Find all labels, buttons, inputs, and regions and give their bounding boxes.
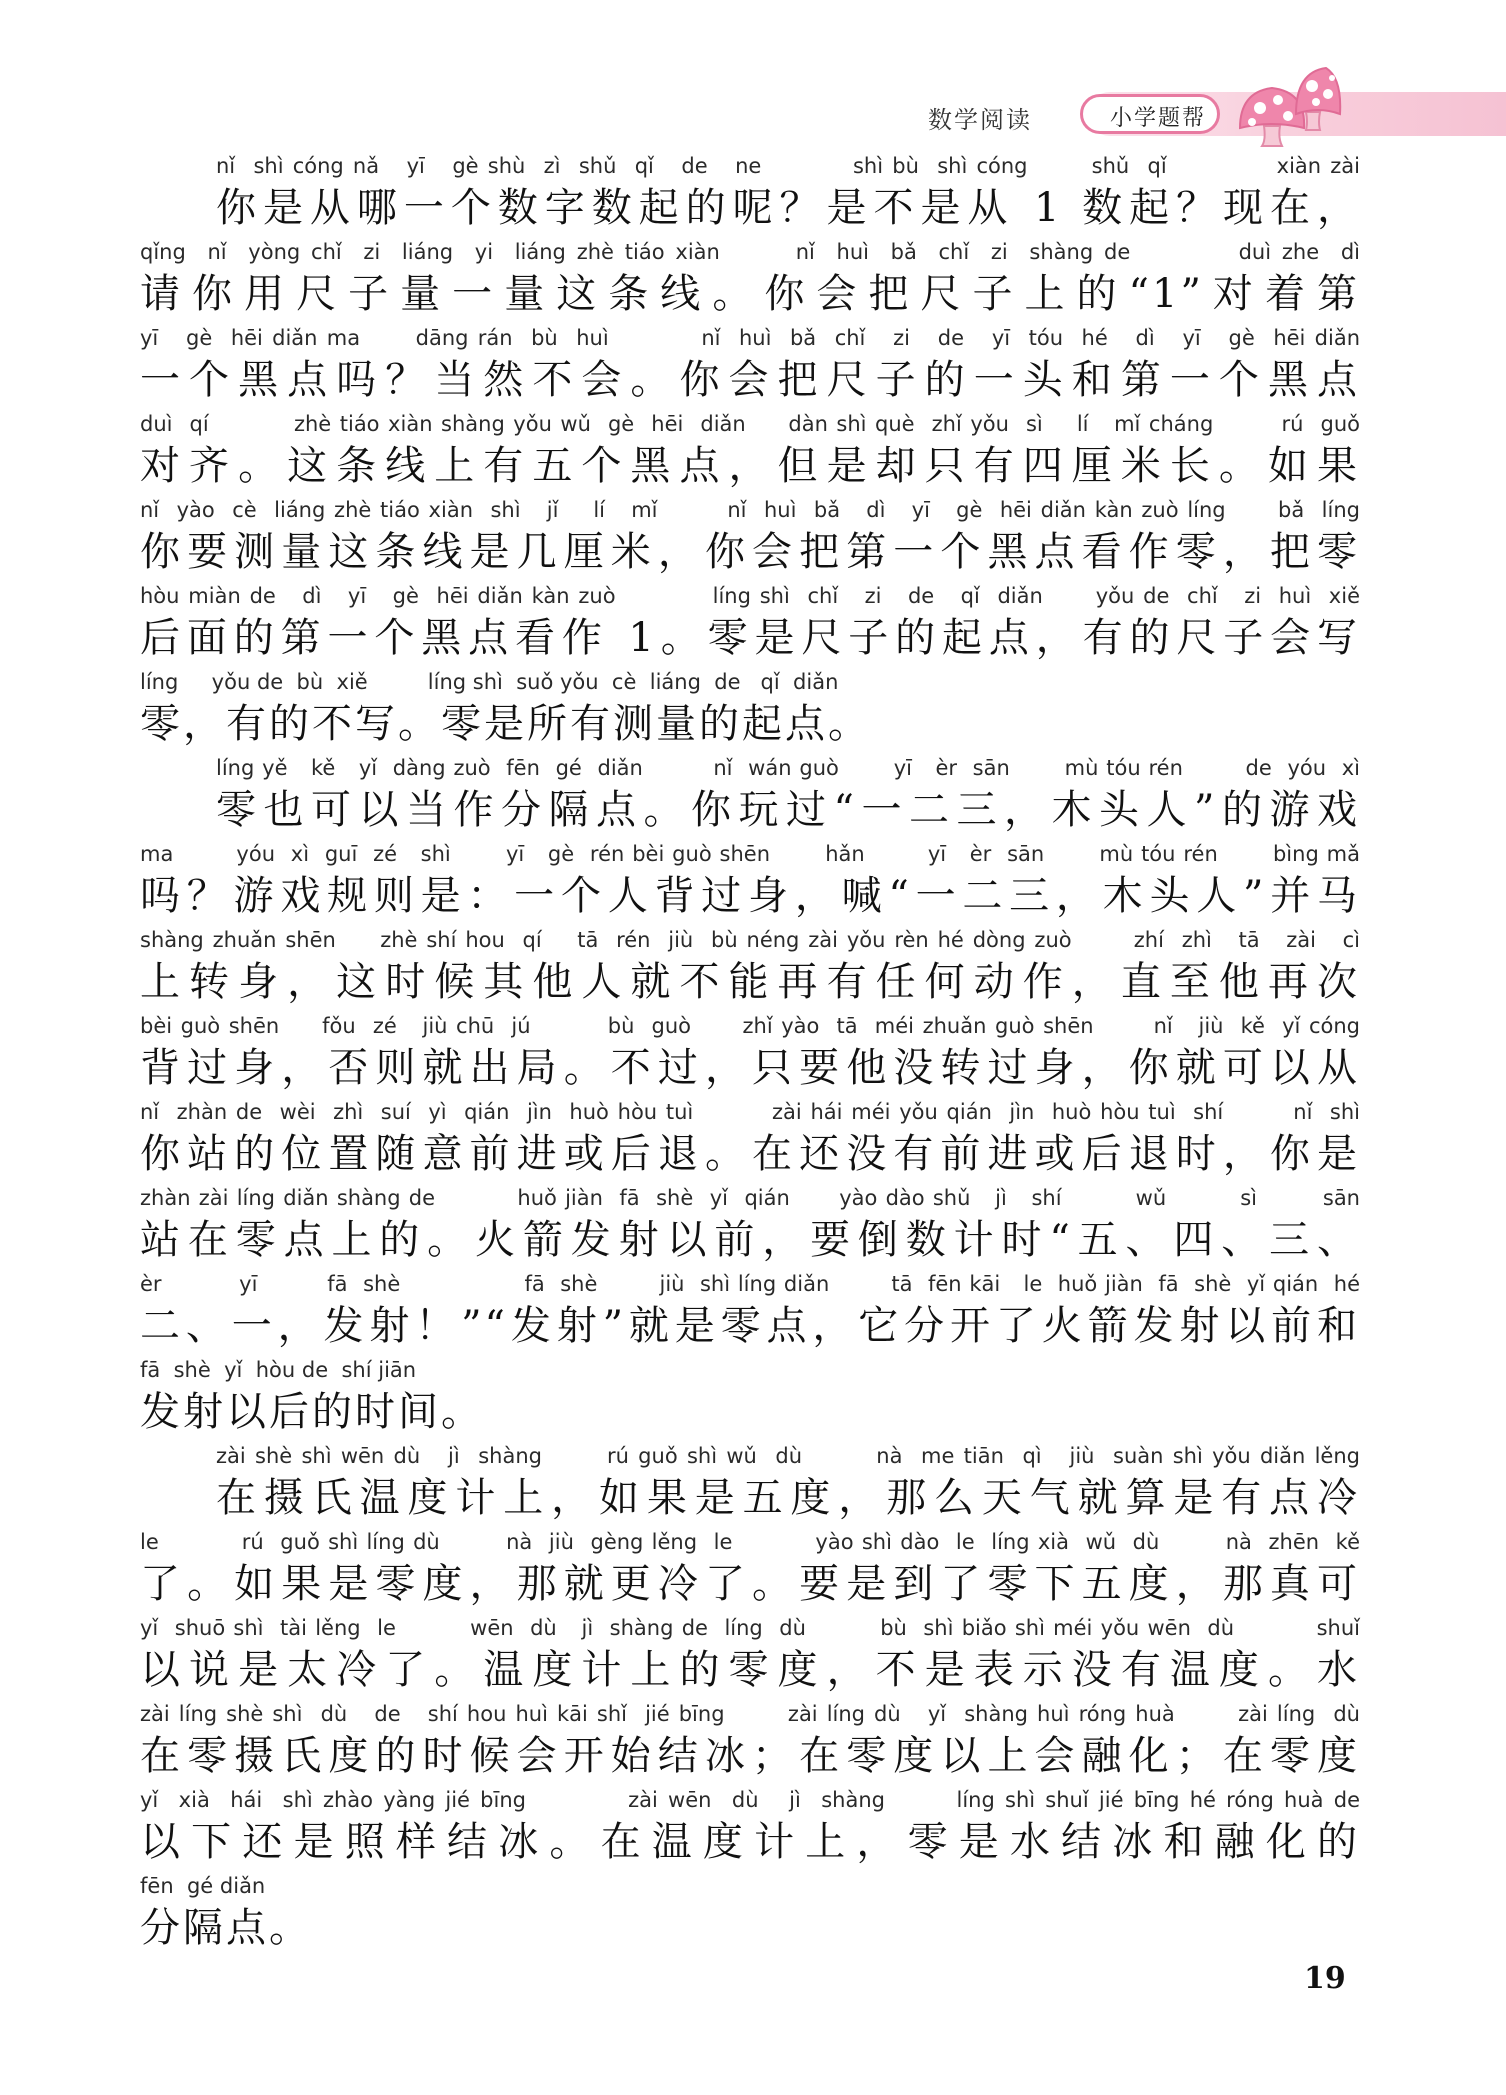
chinese-text: 你是从哪一个数字数起的呢？是不是从 1 数起？现在， <box>216 185 1360 231</box>
chinese-text: 二、一，发射！”“发射”就是零点，它分开了火箭发射以前和 <box>140 1303 1360 1349</box>
series-title: 小学题帮 <box>1110 106 1207 131</box>
pinyin-annotation: nǐ yào cè liáng zhè tiáo xiàn shì jǐ lí mǐ nǐ huì bǎ dì yī gè hēi diǎn kàn zuò líng bǎ líng <box>140 498 1360 522</box>
article-body <box>140 150 1360 1956</box>
chinese-text: 以说是太冷了。温度计上的零度，不是表示没有温度。水 <box>140 1647 1360 1693</box>
text-line <box>140 580 1360 666</box>
text-line <box>140 1784 1360 1870</box>
pinyin-annotation: èr yī fā shè fā shè jiù shì líng diǎn tā fēn kāi le huǒ jiàn fā shè yǐ qián hé <box>140 1272 1360 1296</box>
pinyin-annotation: le rú guǒ shì líng dù nà jiù gèng lěng le yào shì dào le líng xià wǔ dù nà zhēn kě <box>140 1530 1360 1554</box>
pinyin-annotation: nǐ zhàn de wèi zhì suí yì qián jìn huò hòu tuì zài hái méi yǒu qián jìn huò hòu tuì shí nǐ shì <box>140 1100 1360 1124</box>
section-title: 数学阅读 <box>928 106 1032 134</box>
pinyin-annotation: zài líng shè shì dù de shí hou huì kāi shǐ jié bīng zài líng dù yǐ shàng huì róng huà zài líng dù <box>140 1702 1360 1726</box>
chinese-text: 吗？游戏规则是：一个人背过身，喊“一二三，木头人”并马 <box>140 873 1360 919</box>
pinyin-annotation: fēn gé diǎn <box>140 1874 266 1898</box>
pinyin-annotation: nǐ shì cóng nǎ yī gè shù zì shǔ qǐ de ne shì bù shì cóng shǔ qǐ xiàn zài <box>216 154 1360 178</box>
pinyin-annotation: fā shè yǐ hòu de shí jiān <box>140 1358 417 1382</box>
chinese-text: 对齐。这条线上有五个黑点，但是却只有四厘米长。如果 <box>140 443 1360 489</box>
chinese-text: 了。如果是零度，那就更冷了。要是到了零下五度，那真可 <box>140 1561 1360 1607</box>
chinese-text: 零，有的不写。零是所有测量的起点。 <box>140 701 871 747</box>
page-number: 19 <box>1304 1961 1346 1996</box>
text-line <box>140 1440 1360 1526</box>
text-line <box>140 1182 1360 1268</box>
pinyin-annotation: ma yóu xì guī zé shì yī gè rén bèi guò shēn hǎn yī èr sān mù tóu rén bìng mǎ <box>140 842 1360 866</box>
text-line <box>140 1612 1360 1698</box>
text-line <box>140 924 1360 1010</box>
pinyin-annotation: líng yě kě yǐ dàng zuò fēn gé diǎn nǐ wán guò yī èr sān mù tóu rén de yóu xì <box>216 756 1360 780</box>
chinese-text: 请你用尺子量一量这条线。你会把尺子上的“1”对着第 <box>140 271 1360 317</box>
chinese-text: 上转身，这时候其他人就不能再有任何动作，直至他再次 <box>140 959 1360 1005</box>
chinese-text: 站在零点上的。火箭发射以前，要倒数计时“五、四、三、 <box>140 1217 1360 1263</box>
chinese-text: 零也可以当作分隔点。你玩过“一二三，木头人”的游戏 <box>216 787 1360 833</box>
mushroom-icon <box>1226 56 1342 148</box>
pinyin-annotation: yǐ xià hái shì zhào yàng jié bīng zài wēn dù jì shàng líng shì shuǐ jié bīng hé róng huà de <box>140 1788 1360 1812</box>
text-line <box>140 322 1360 408</box>
pinyin-annotation: shàng zhuǎn shēn zhè shí hou qí tā rén jiù bù néng zài yǒu rèn hé dòng zuò zhí zhì tā zài cì <box>140 928 1360 952</box>
text-line <box>140 666 1360 752</box>
pinyin-annotation: bèi guò shēn fǒu zé jiù chū jú bù guò zhǐ yào tā méi zhuǎn guò shēn nǐ jiù kě yǐ cóng <box>140 1014 1360 1038</box>
text-line <box>140 752 1360 838</box>
text-line <box>140 1096 1360 1182</box>
text-line <box>140 236 1360 322</box>
text-line <box>140 408 1360 494</box>
pinyin-annotation: zài shè shì wēn dù jì shàng rú guǒ shì wǔ dù nà me tiān qì jiù suàn shì yǒu diǎn lěng <box>216 1444 1360 1468</box>
pinyin-annotation: líng yǒu de bù xiě líng shì suǒ yǒu cè liáng de qǐ diǎn <box>140 670 839 694</box>
text-line <box>140 494 1360 580</box>
chinese-text: 发射以后的时间。 <box>140 1389 484 1435</box>
pinyin-annotation: duì qí zhè tiáo xiàn shàng yǒu wǔ gè hēi diǎn dàn shì què zhǐ yǒu sì lí mǐ cháng rú guǒ <box>140 412 1360 436</box>
text-line <box>140 1526 1360 1612</box>
chinese-text: 背过身，否则就出局。不过，只要他没转过身，你就可以从 <box>140 1045 1360 1091</box>
text-line <box>140 1354 1360 1440</box>
text-line <box>140 838 1360 924</box>
pinyin-annotation: qǐng nǐ yòng chǐ zi liáng yi liáng zhè tiáo xiàn nǐ huì bǎ chǐ zi shàng de duì zhe dì <box>140 240 1360 264</box>
text-line <box>140 1698 1360 1784</box>
chinese-text: 后面的第一个黑点看作 1。零是尺子的起点，有的尺子会写 <box>140 615 1360 661</box>
chinese-text: 分隔点。 <box>140 1905 312 1951</box>
text-line <box>140 1870 1360 1956</box>
chinese-text: 在摄氏温度计上，如果是五度，那么天气就算是有点冷 <box>216 1475 1360 1521</box>
text-line <box>140 1268 1360 1354</box>
pinyin-annotation: hòu miàn de dì yī gè hēi diǎn kàn zuò líng shì chǐ zi de qǐ diǎn yǒu de chǐ zi huì xiě <box>140 584 1360 608</box>
pinyin-annotation: yǐ shuō shì tài lěng le wēn dù jì shàng de líng dù bù shì biǎo shì méi yǒu wēn dù shuǐ <box>140 1616 1360 1640</box>
chinese-text: 一个黑点吗？当然不会。你会把尺子的一头和第一个黑点 <box>140 357 1360 403</box>
chinese-text: 以下还是照样结冰。在温度计上，零是水结冰和融化的 <box>140 1819 1360 1865</box>
chinese-text: 你要测量这条线是几厘米，你会把第一个黑点看作零，把零 <box>140 529 1360 575</box>
chinese-text: 在零摄氏度的时候会开始结冰；在零度以上会融化；在零度 <box>140 1733 1360 1779</box>
text-line <box>140 1010 1360 1096</box>
pinyin-annotation: yī gè hēi diǎn ma dāng rán bù huì nǐ huì bǎ chǐ zi de yī tóu hé dì yī gè hēi diǎn <box>140 326 1360 350</box>
pinyin-annotation: zhàn zài líng diǎn shàng de huǒ jiàn fā shè yǐ qián yào dào shǔ jì shí wǔ sì sān <box>140 1186 1360 1210</box>
text-line <box>140 150 1360 236</box>
chinese-text: 你站的位置随意前进或后退。在还没有前进或后退时，你是 <box>140 1131 1360 1177</box>
